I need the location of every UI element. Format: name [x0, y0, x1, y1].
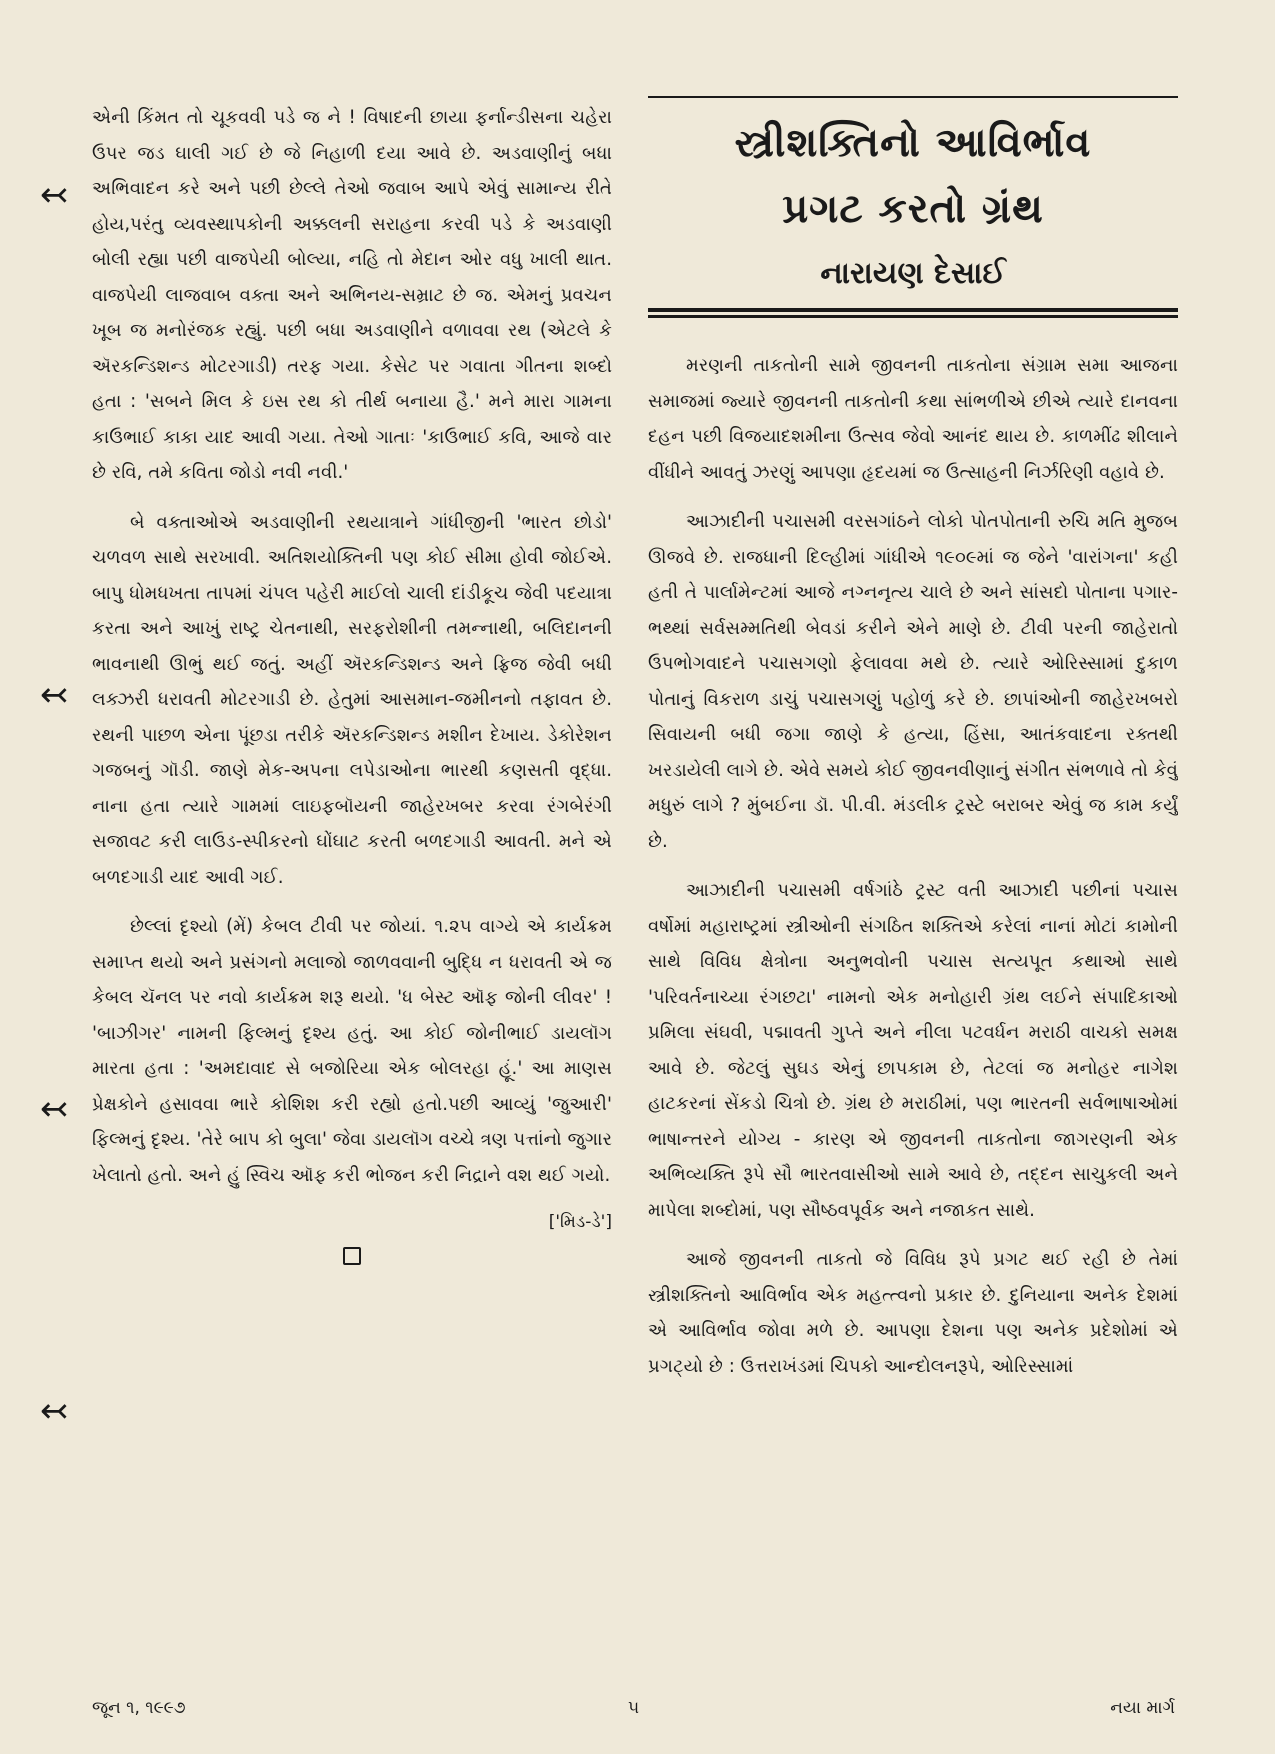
article-paragraph: મરણની તાકતોની સામે જીવનની તાકતોના સંગ્રામ સમા આજના સમાજમાં જ્યારે જીવનની તાકતોની કથા સાંભળીએ છીએ ત્યારે દાનવના દહન પછી વિજયાદશમીના ઉત્સવ જેવો આનંદ થાય છે. કાળમીંઢ શીલાને વીંધીને આવતું ઝરણું આપણા હૃદયમાં જ ઉત્સાહની નિર્ઝરિણી વહાવે છે.: [648, 355, 1178, 483]
end-of-article-square-icon: [343, 1247, 361, 1265]
left-paragraph: એની કિંમત તો ચૂકવવી પડે જ ને ! વિષાદની છાયા ફર્નાન્ડીસના ચહેરા ઉપર જડ ઘાલી ગઈ છે જે નિહાળી દયા આવે છે. અડવાણીનું બધા અભિવાદન કરે અને પછી છેલ્લે તેઓ જવાબ આપે એવું સામાન્ય રીતે હોય,પરંતુ વ્યવસ્થાપકોની અક્કલની સરાહના કરવી પડે કે અડવાણી બોલી રહ્યા પછી વાજપેયી બોલ્યા, નહિ તો મેદાન ઓર વધુ ખાલી થાત. વાજપેયી લાજવાબ વક્તા અને અભિનય-સમ્રાટ છે જ. એમનું પ્રવચન ખૂબ જ મનોરંજક રહ્યું. પછી બધા અડવાણીને વળાવવા રથ (એટલે કે ઍરકન્ડિશન્ડ મોટરગાડી) તરફ ગયા. કેસેટ પર ગવાતા ગીતના શબ્દો હતા : 'સબને મિલ કે ઇસ રથ કો તીર્થ બનાયા હૈ.' મને મારા ગામના કાઉભાઈ કાકા યાદ આવી ગયા. તેઓ ગાતાઃ 'કાઉભાઈ કવિ, આજે વાર છે રવિ, તમે કવિતા જોડો નવી નવી.': [92, 107, 612, 483]
header-rule-top: [648, 96, 1178, 98]
margin-tick-mark-icon: ↢: [40, 1089, 69, 1129]
article-paragraph: આઝાદીની પચાસમી વર્ષગાંઠે ટ્રસ્ટ વતી આઝાદી પછીનાં પચાસ વર્ષોમાં મહારાષ્ટ્રમાં સ્ત્રીઓની સંગઠિત શક્તિએ કરેલાં નાનાં મોટાં કામોની સાથે વિવિધ ક્ષેત્રોના અનુભવોની પચાસ સત્યપૂત કથાઓ સાથે 'પરિવર્તનાચ્યા રંગછટા' નામનો એક મનોહારી ગ્રંથ લઈને સંપાદિકાઓ પ્રમિલા સંઘવી, પદ્માવતી ગુપ્તે અને નીલા પટવર્ધન મરાઠી વાચકો સમક્ષ આવે છે. જેટલું સુઘડ એનું છાપકામ છે, તેટલાં જ મનોહર નાગેશ હાટકરનાં સેંકડો ચિત્રો છે. ગ્રંથ છે મરાઠીમાં, પણ ભારતની સર્વભાષાઓમાં ભાષાન્તરને યોગ્ય - કારણ એ જીવનની તાકતોના જાગરણની એક અભિવ્યક્તિ રૂપે સૌ ભારતવાસીઓ સામે આવે છે, તદ્દન સાચુકલી અને માપેલા શબ્દોમાં, પણ સૌષ્ઠવપૂર્વક અને નજાકત સાથે.: [648, 880, 1178, 1221]
header-rule-bottom: [648, 308, 1178, 318]
footer-page-number: ૫: [628, 1698, 640, 1718]
article-paragraph: આઝાદીની પચાસમી વરસગાંઠને લોકો પોતપોતાની રુચિ મતિ મુજબ ઊજવે છે. રાજધાની દિલ્હીમાં ગાંધીએ ૧૯૦૯માં જ જેને 'વારાંગના' કહી હતી તે પાર્લામેન્ટમાં આજે નગ્નનૃત્ય ચાલે છે અને સાંસદો પોતાના પગાર- ભથ્થાં સર્વસમ્મતિથી બેવડાં કરીને એને માણે છે. ટીવી પરની જાહેરાતો ઉપભોગવાદને પચાસગણો ફેલાવવા મથે છે. ત્યારે ઓરિસ્સામાં દુકાળ પોતાનું વિકરાળ ડાચું પચાસગણું પહોળું કરે છે. છાપાંઓની જાહેરખબરો સિવાયની બધી જગા જાણે કે હત્યા, હિંસા, આતંકવાદના રક્તથી ખરડાયેલી લાગે છે. એવે સમયે કોઈ જીવનવીણાનું સંગીત સંભળાવે તો કેવું મધુરું લાગે ? મુંબઈના ડૉ. પી.વી. મંડલીક ટ્રસ્ટે બરાબર એવું જ કામ કર્યું છે.: [648, 511, 1178, 852]
article-author: નારાયણ દેસાઈ: [820, 256, 1006, 291]
left-paragraph: બે વક્તાઓએ અડવાણીની રથયાત્રાને ગાંધીજીની 'ભારત છોડો' ચળવળ સાથે સરખાવી. અતિશયોક્તિની પણ કોઈ સીમા હોવી જોઈએ. બાપુ ધોમધખતા તાપમાં ચંપલ પહેરી માઈલો ચાલી દાંડીકૂચ જેવી પદયાત્રા કરતા અને આખું રાષ્ટ્ર ચેતનાથી, સરફરોશીની તમન્નાથી, બલિદાનની ભાવનાથી ઊભું થઈ જતું. અહીં ઍરકન્ડિશન્ડ અને ફ્રિજ જેવી બધી લક્ઝરી ધરાવતી મોટરગાડી છે. હેતુમાં આસમાન-જમીનનો તફાવત છે. રથની પાછળ એના પૂંછડા તરીકે ઍરકન્ડિશન્ડ મશીન દેખાય. ડેકોરેશન ગજબનું ગૉડી. જાણે મેક-અપના લપેડાઓના ભારથી કણસતી વૃદ્ધા. નાના હતા ત્યારે ગામમાં લાઇફબૉયની જાહેરખબર કરવા રંગબેરંગી સજાવટ કરી લાઉડ-સ્પીકરનો ઘોંઘાટ કરતી બળદગાડી આવતી. મને એ બળદગાડી યાદ આવી ગઈ.: [92, 511, 612, 888]
article-paragraph: આજે જીવનની તાકતો જે વિવિધ રૂપે પ્રગટ થઈ રહી છે તેમાં સ્ત્રીશક્તિનો આવિર્ભાવ એક મહત્ત્વનો પ્રકાર છે. દુનિયાના અનેક દેશમાં એ આવિર્ભાવ જોવા મળે છે. આપણા દેશના પણ અનેક પ્રદેશોમાં એ પ્રગટ્યો છે : ઉત્તરાખંડમાં ચિપકો આન્દોલનરૂપે, ઓરિસ્સામાં: [648, 1249, 1178, 1377]
article-body: [648, 348, 1178, 1384]
left-paragraph: છેલ્લાં દૃશ્યો (મેં) કેબલ ટીવી પર જોયાં. ૧.૨૫ વાગ્યે એ કાર્યક્રમ સમાપ્ત થયો અને પ્રસંગનો મલાજો જાળવવાની બુદ્ધિ ન ધરાવતી એ જ કેબલ ચૅનલ પર નવો કાર્યક્રમ શરૂ થયો. 'ધ બેસ્ટ ઑફ જોની લીવર' ! 'બાઝીગર' નામની ફિલ્મનું દૃશ્ય હતું. આ કોઈ જોનીભાઈ ડાયલૉગ મારતા હતા : 'અમદાવાદ સે બજોરિયા એક બોલરહા હૂં.' આ માણસ પ્રેક્ષકોને હસાવવા ભારે કોશિશ કરી રહ્યો હતો.પછી આવ્યું 'જુઆરી' ફિલ્મનું દૃશ્ય. 'તેરે બાપ કો બુલા' જેવા ડાયલૉગ વચ્ચે ત્રણ પત્તાંનો જુગાર ખેલાતો હતો. અને હું સ્વિચ ઑફ કરી ભોજન કરી નિદ્રાને વશ થઈ ગયો.: [92, 916, 612, 1186]
article-title: [648, 110, 1178, 242]
footer-date: જૂન ૧, ૧૯૯૭: [92, 1698, 186, 1718]
footer-magazine-name: નયા માર્ગ: [1110, 1698, 1175, 1718]
article-title-line2: પ્રગટ કરતો ગ્રંથ: [782, 186, 1044, 232]
margin-tick-mark-icon: ↢: [40, 1391, 69, 1431]
left-column: [92, 100, 612, 1660]
margin-tick-mark-icon: ↢: [40, 675, 69, 715]
right-column: [648, 96, 1178, 1676]
margin-tick-mark-icon: ↢: [40, 175, 69, 215]
article-title-line1: સ્ત્રીશક્તિનો આવિર્ભાવ: [734, 120, 1092, 166]
source-credit: ['મિડ-ડે']: [548, 1212, 612, 1232]
